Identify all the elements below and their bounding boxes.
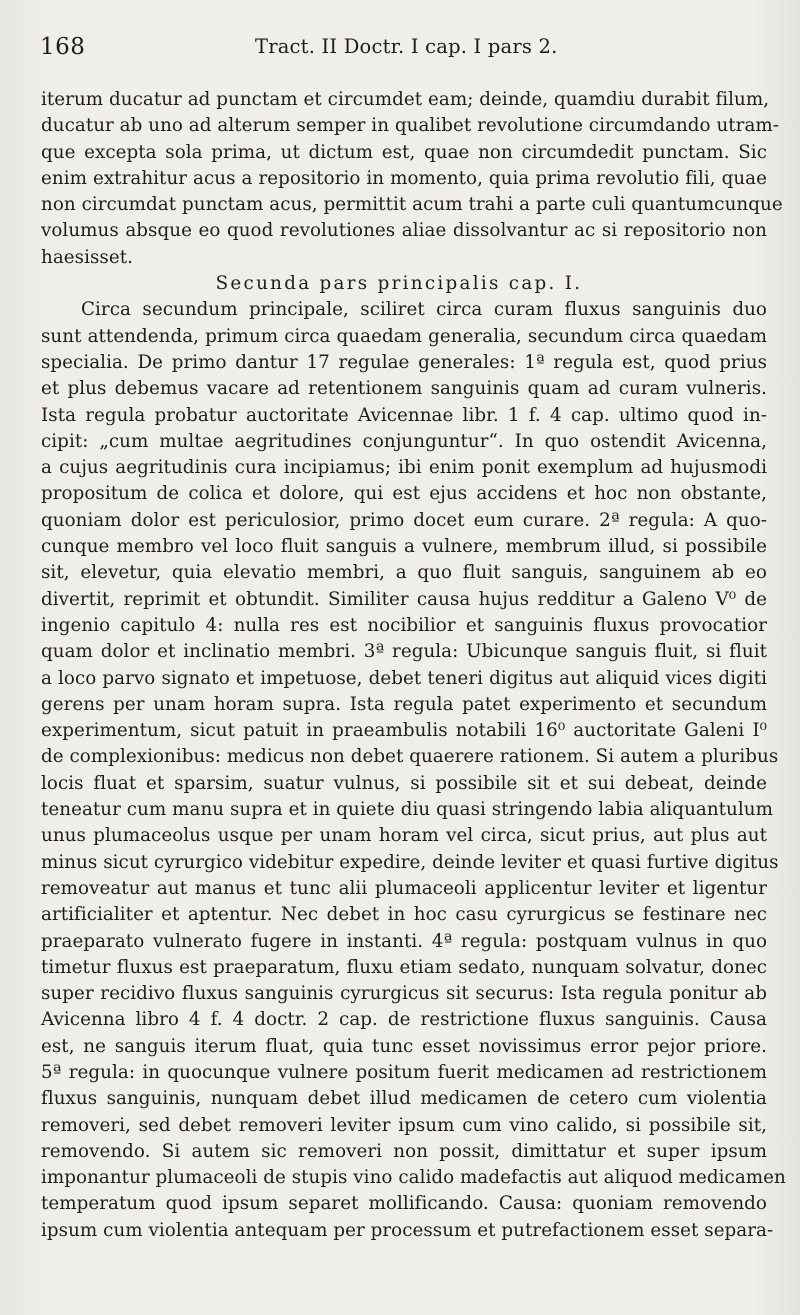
text-line: et plus debemus vacare ad retentionem sanguinis quam ad curam vulneris. [41,378,767,400]
text-line: haesisset. [41,246,133,268]
text-line: removeri, sed debet removeri leviter ipsum cum vino calido, si possibile sit, [41,1114,767,1136]
text-line: teneatur cum manu supra et in quiete diu quasi stringendo labia aliquantulum [41,799,773,821]
text-line: imponantur plumaceoli de stupis vino calido madefactis aut aliquod medicamen [41,1167,786,1189]
text-line: est, ne sanguis iterum fluat, quia tunc esset novissimus error pejor priore. [41,1035,767,1057]
text-line: sit, elevetur, quia elevatio membri, a quo fluit sanguis, sanguinem ab eo [41,562,767,584]
text-line: artificialiter et aptentur. Nec debet in hoc casu cyrurgicus se festinare nec [41,904,767,926]
text-line: enim extrahitur acus a repositorio in momento, quia prima revolutio fili, quae [41,167,767,189]
text-line: removeatur aut manus et tunc alii plumaceoli applicentur leviter et ligentur [41,877,767,899]
text-line: iterum ducatur ad punctam et circumdet eam; deinde, quamdiu durabit filum, [41,89,770,110]
text-line: de complexionibus: medicus non debet quaerere rationem. Si autem a pluribus [41,746,779,768]
running-head: Tract. II Doctr. I cap. I pars 2. [255,35,558,58]
text-line: 5ª regula: in quocunque vulnere positum fuerit medicamen ad restrictionem [41,1061,767,1083]
page-number: 168 [40,34,86,60]
section-title: Secunda pars principalis cap. I. [215,273,583,295]
text-line: ducatur ab uno ad alterum semper in qualibet revolutione circumdando utram- [41,115,780,137]
text-line: propositum de colica et dolore, qui est ejus accidens et hoc non obstante, [41,483,767,505]
body-text [41,87,786,1270]
text-line: experimentum, sicut patuit in praeambulis notabili 16⁰ auctoritate Galeni I⁰ [41,720,767,742]
text-line: praeparato vulnerato fugere in instanti. 4ª regula: postquam vulnus in quo [41,930,767,952]
text-line: minus sicut cyrurgico videbitur expedire, deinde leviter et quasi furtive digitus [41,851,779,873]
text-line: Circa secundum principale, sciliret circa curam fluxus sanguinis duo [81,299,767,321]
text-line: fluxus sanguinis, nunquam debet illud medicamen de cetero cum violentia [41,1088,767,1110]
text-line: a loco parvo signato et impetuose, debet teneri digitus aut aliquid vices digiti [41,667,767,689]
text-line: gerens per unam horam supra. Ista regula patet experimento et secundum [41,693,767,715]
text-line: locis fluat et sparsim, suatur vulnus, si possibile sit et sui debeat, deinde [41,772,767,794]
text-line: ipsum cum violentia antequam per processum et putrefactionem esset separa- [41,1219,774,1241]
text-line: specialia. De primo dantur 17 regulae generales: 1ª regula est, quod prius [41,351,767,373]
text-line: volumus absque eo quod revolutiones aliae dissolvantur ac si repositorio non [41,220,767,242]
text-line: super recidivo fluxus sanguinis cyrurgicus sit securus: Ista regula ponitur ab [41,983,767,1005]
text-line: ingenio capitulo 4: nulla res est nocibilior et sanguinis fluxus provocatior [41,614,767,636]
text-line: divertit, reprimit et obtundit. Similiter causa hujus redditur a Galeno V⁰ de [41,588,767,610]
text-line: cipit: „cum multae aegritudines conjunguntur“. In quo ostendit Avicenna, [41,430,767,452]
text-line: quoniam dolor est periculosior, primo docet eum curare. 2ª regula: A quo- [41,509,767,531]
text-line: temperatum quod ipsum separet mollificando. Causa: quoniam removendo [41,1193,767,1215]
text-line: Avicenna libro 4 f. 4 doctr. 2 cap. de restrictione fluxus sanguinis. Causa [41,1009,767,1031]
text-line: quam dolor et inclinatio membri. 3ª regula: Ubicunque sanguis fluit, si fluit [41,641,767,663]
text-line: que excepta sola prima, ut dictum est, quae non circumdedit punctam. Sic [41,141,767,163]
text-line: non circumdat punctam acus, permittit acum trahi a parte culi quantumcunque [41,194,783,216]
text-line: sunt attendenda, primum circa quaedam generalia, secundum circa quaedam [41,325,767,347]
text-line: removendo. Si autem sic removeri non possit, dimittatur et super ipsum [41,1140,767,1162]
page-header [40,34,770,64]
text-line: Ista regula probatur auctoritate Avicennae libr. 1 f. 4 cap. ultimo quod in- [41,404,767,426]
text-line: a cujus aegritudinis cura incipiamus; ibi enim ponit exemplum ad hujusmodi [41,457,767,479]
text-line: timetur fluxus est praeparatum, fluxu etiam sedato, nunquam solvatur, donec [41,956,767,978]
text-line [41,1244,767,1270]
text-line: cunque membro vel loco fluit sanguis a vulnere, membrum illud, si possibile [41,536,767,558]
text-line: unus plumaceolus usque per unam horam vel circa, sicut prius, aut plus aut [41,825,767,847]
